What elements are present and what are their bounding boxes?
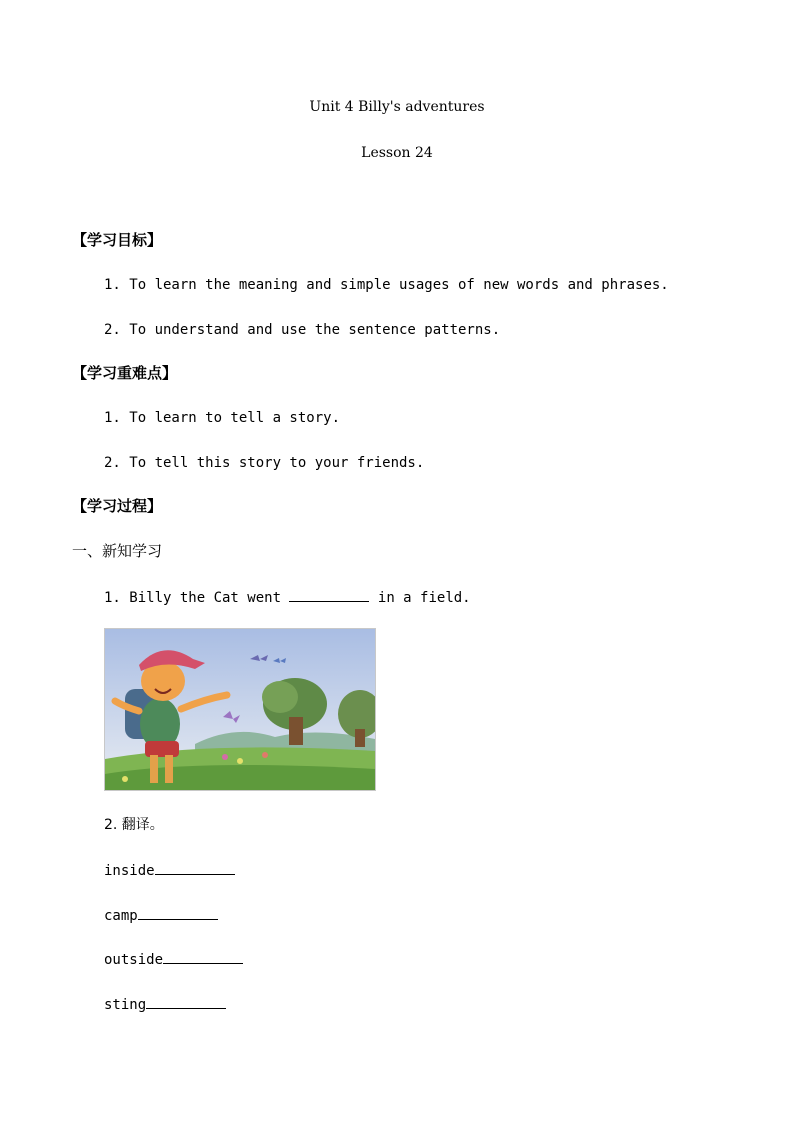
question-1-after: in a field. (377, 590, 471, 606)
vocab-word-inside: inside (104, 863, 155, 879)
question-1-blank[interactable] (289, 589, 369, 602)
objectives-heading: 【学习目标】 (72, 231, 163, 249)
vocab-outside (104, 951, 243, 967)
vocab-blank-outside[interactable] (163, 951, 243, 964)
vocab-blank-inside[interactable] (155, 862, 235, 875)
question-1-before: 1. Billy the Cat went (104, 590, 282, 606)
lesson-number: Lesson 24 (361, 145, 433, 161)
vocab-blank-sting[interactable] (146, 996, 226, 1009)
illustration-svg (105, 629, 375, 790)
vocab-blank-camp[interactable] (138, 907, 218, 920)
vocab-word-camp: camp (104, 908, 138, 924)
vocab-word-sting: sting (104, 997, 147, 1013)
billy-cat-illustration (104, 628, 376, 791)
question-2: 2. 翻译。 (104, 817, 164, 833)
question-1 (104, 589, 471, 605)
vocab-word-outside: outside (104, 952, 164, 968)
key-point-1: 1. To learn to tell a story. (104, 410, 341, 426)
objective-2: 2. To understand and use the sentence patterns. (104, 322, 501, 338)
document-title: Unit 4 Billy's adventures (309, 99, 485, 115)
vocab-sting (104, 996, 226, 1012)
process-heading: 【学习过程】 (72, 497, 163, 515)
vocab-camp (104, 907, 218, 923)
vocab-inside (104, 862, 235, 878)
key-point-2: 2. To tell this story to your friends. (104, 455, 425, 471)
key-points-heading: 【学习重难点】 (72, 364, 178, 382)
objective-1: 1. To learn the meaning and simple usages of new words and phrases. (104, 277, 669, 293)
new-knowledge-subheading: 一、新知学习 (72, 542, 163, 560)
